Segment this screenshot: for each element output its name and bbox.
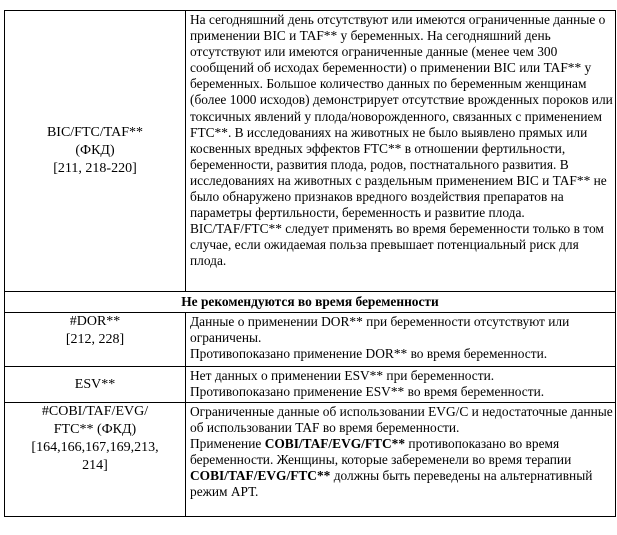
drug-references: [164,166,167,169,213, [31, 440, 159, 455]
drug-references: [212, 228] [65, 332, 125, 347]
description-cell-bic [186, 11, 616, 292]
description-cell-cobi [186, 403, 616, 517]
drug-name: BIC/FTC/TAF** [46, 125, 144, 140]
description-text-part: Применение [190, 436, 265, 452]
drug-references: 214] [82, 458, 108, 473]
drug-cell-bic [5, 11, 186, 292]
description-text: На сегодняшний день отсутствуют или имеются ограниченные данные о применении BIC и TAF** у беременных. На сегодняшний день отсутствуют или имеются ограниченные данные (менее чем 300 сообщений об исходах беременности) о применении BIC или TAF** у беременных. Большое количество данных по беременным женщинам (более 1000 исходов) демонстрирует отсутствие врожденных пороков или токсичных явлений у плода/новорожденного, связанных с применением FTC**. В исследованиях на животных не было выявлено прямых или косвенных вредных эффектов FTC** в отношении фертильности, беременности, развития плода, родов, постнатального развития. В исследованиях на животных с раздельным применением BIC и TAF** не было обнаружено признаков вредного воздействия препаратов на параметры фертильности, беременность и развитие плода. BIC/TAF/FTC** следует применять во время беременности только в том случае, если ожидаемая польза превышает потенциальный риск для плода. [190, 12, 613, 269]
drug-references: [211, 218-220] [53, 161, 137, 176]
description-text: Противопоказано применение ESV** во время беременности. [190, 384, 545, 400]
drug-name: ESV** [74, 376, 116, 392]
description-cell-esv [186, 367, 616, 403]
table-row [5, 11, 616, 292]
drug-cell-dor [5, 313, 186, 367]
description-text [190, 436, 613, 500]
table-row [5, 367, 616, 403]
drug-name-bold: COBI/TAF/EVG/FTC** [264, 436, 406, 452]
drug-cell-esv [5, 367, 186, 403]
description-text-part: должны быть переведены на альтернативный режим АРТ. [190, 468, 593, 500]
description-text: Нет данных о применении ESV** при беременности. [190, 368, 495, 383]
drug-name: #COBI/TAF/EVG/ [41, 404, 149, 419]
drug-form: (ФКД) [75, 143, 115, 158]
description-text-part: противопоказано во время беременности. Женщины, которые забеременели во время терапии [190, 436, 572, 468]
table-row [5, 292, 616, 313]
section-header: Не рекомендуются во время беременности [5, 292, 616, 313]
table-row [5, 313, 616, 367]
drug-form: FTC** (ФКД) [53, 422, 137, 437]
description-text: Противопоказано применение DOR** во время беременности. [190, 346, 548, 362]
description-text: Данные о применении DOR** при беременности отсутствуют или ограничены. [190, 314, 570, 346]
drug-name: #DOR** [69, 314, 121, 329]
drug-pregnancy-table [4, 10, 616, 517]
drug-name-bold: COBI/TAF/EVG/FTC** [190, 468, 331, 484]
drug-cell-cobi [5, 403, 186, 517]
description-text: Ограниченные данные об использовании EVG/C и недостаточные данные об использовании TAF во время беременности. [190, 404, 613, 436]
table-row [5, 403, 616, 517]
description-cell-dor [186, 313, 616, 367]
